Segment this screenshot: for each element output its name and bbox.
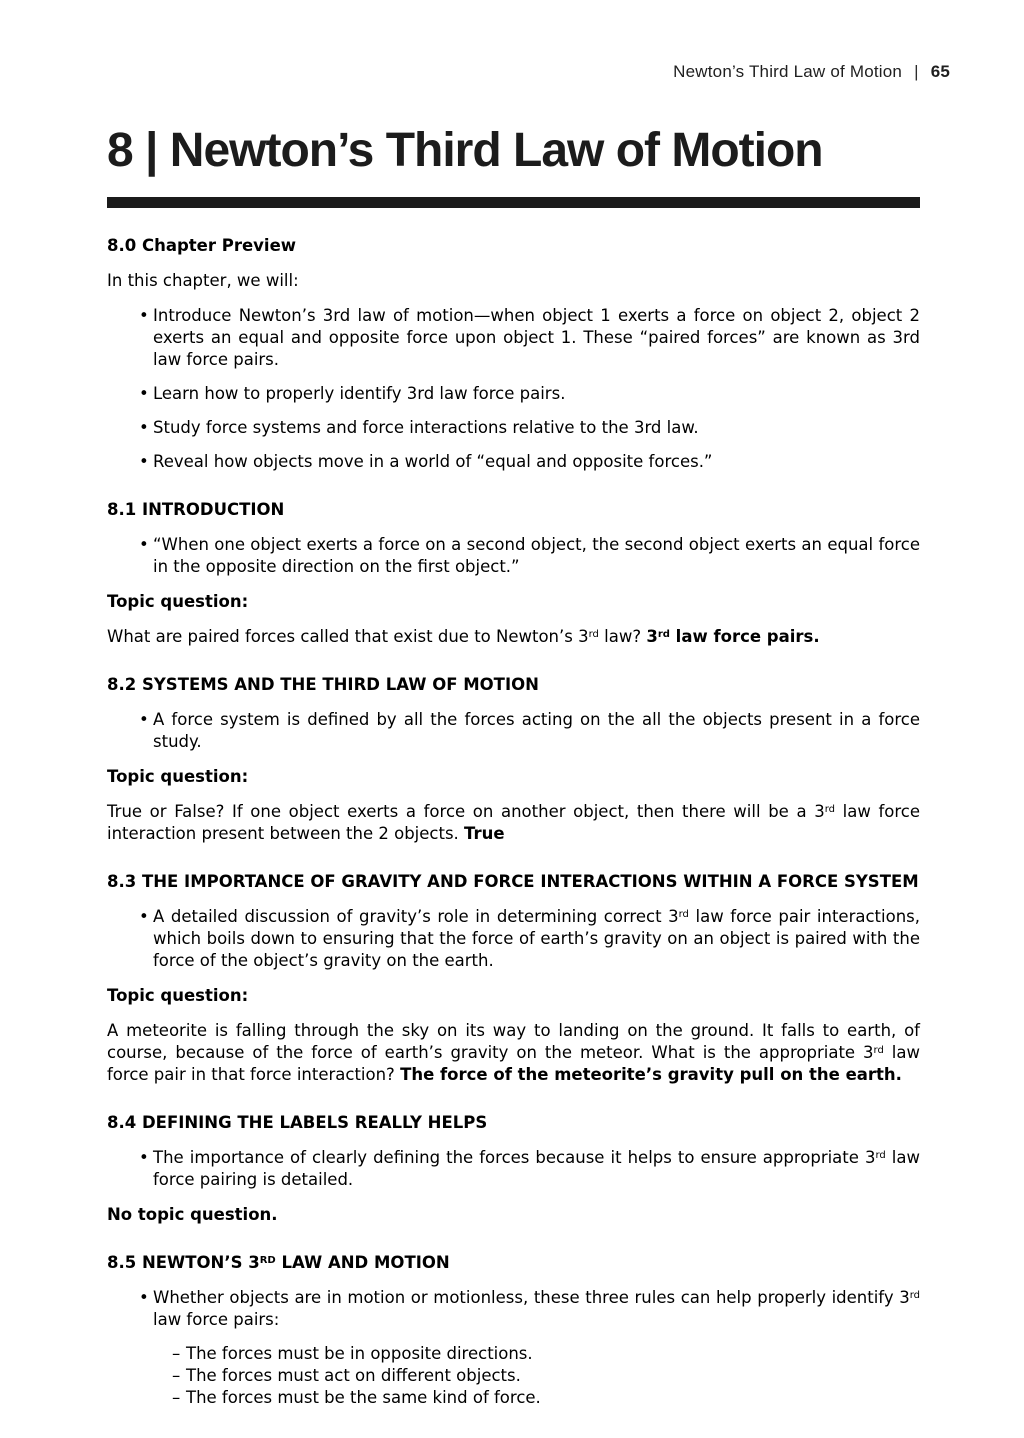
ordinal-superscript: rd [678, 908, 689, 920]
rule-item [172, 1387, 920, 1409]
topic-question-label: Topic question: [107, 985, 249, 1005]
list-item [107, 305, 920, 371]
bullet-icon: • [139, 1287, 149, 1307]
list-item-text [153, 1147, 920, 1191]
dash-icon: – [172, 1365, 181, 1385]
topic-question-text [107, 1020, 920, 1086]
running-header [0, 62, 950, 82]
no-topic-question-note: No topic question. [107, 1204, 278, 1224]
section-heading-text: LAW AND MOTION [275, 1252, 450, 1272]
question-text: True or False? If one object exerts a force on another object, then there will be a 3 [107, 801, 825, 821]
list-item-text: law force pairing is detailed. [153, 1147, 920, 1189]
list-item [107, 451, 920, 473]
list-item-text: A detailed discussion of gravity’s role in determining correct 3 [153, 906, 679, 926]
rule-item [172, 1365, 920, 1387]
ordinal-superscript: rd [588, 628, 599, 640]
section-heading-8-1: 8.1 INTRODUCTION [107, 499, 285, 519]
title-rule [107, 197, 920, 208]
ordinal-superscript: rd [657, 628, 670, 640]
bullet-icon: • [139, 709, 149, 729]
bullet-icon: • [139, 451, 149, 471]
bullet-icon: • [139, 383, 149, 403]
document-page [0, 62, 1024, 1438]
list-item [107, 383, 920, 405]
bullet-icon: • [139, 305, 149, 325]
list-item-text: Learn how to properly identify 3rd law force pairs. [153, 383, 566, 403]
bullet-icon: • [139, 534, 149, 554]
rule-text: The forces must be in opposite directions. [186, 1343, 533, 1363]
bullet-icon: • [139, 906, 149, 926]
ordinal-superscript: RD [259, 1254, 276, 1266]
list-item-text: Reveal how objects move in a world of “equal and opposite forces.” [153, 451, 713, 471]
list-item-text: Whether objects are in motion or motionless, these three rules can help properly identify 3 [153, 1287, 910, 1307]
rule-list [107, 1343, 920, 1409]
ordinal-superscript: rd [873, 1044, 884, 1056]
rule-text: The forces must act on different objects. [186, 1365, 521, 1385]
list-item-text: Study force systems and force interactions relative to the 3rd law. [153, 417, 699, 437]
topic-question-label: Topic question: [107, 591, 249, 611]
topic-question-text [107, 801, 920, 845]
topic-question-text [107, 626, 920, 648]
document-body [107, 235, 920, 1409]
ordinal-superscript: rd [909, 1289, 920, 1301]
list-item-text: Introduce Newton’s 3rd law of motion—when object 1 exerts a force on object 2, object 2 exerts an equal and opposite force upon object 1. These “paired forces” are known as 3rd law force pairs. [153, 305, 920, 369]
ordinal-superscript: rd [875, 1149, 886, 1161]
list-item [107, 534, 920, 578]
ordinal-superscript: rd [824, 803, 835, 815]
question-text: law force interaction present between the 2 objects. [107, 801, 921, 843]
list-item-text: A force system is defined by all the forces acting on the all the objects present in a force study. [153, 709, 920, 751]
page-number: 65 [930, 62, 950, 81]
question-text: law force pair in that force interaction? [107, 1042, 920, 1084]
list-item-text [153, 906, 920, 972]
section-heading-8-2: 8.2 SYSTEMS AND THE THIRD LAW OF MOTION [107, 674, 539, 694]
list-item [107, 417, 920, 439]
section-heading-8-0: 8.0 Chapter Preview [107, 235, 297, 255]
section-heading-8-5 [107, 1252, 920, 1274]
list-item-text [153, 1287, 920, 1331]
dash-icon: – [172, 1343, 181, 1363]
list-item [107, 906, 920, 972]
question-text: A meteorite is falling through the sky on its way to landing on the ground. It falls to earth, of course, because of the force of earth’s gravity on the meteor. What is the appropriate 3 [107, 1020, 920, 1062]
list-item-text: The importance of clearly defining the forces because it helps to ensure appropriate 3 [153, 1147, 876, 1167]
chapter-title: 8 | Newton’s Third Law of Motion [107, 124, 823, 177]
list-item [107, 1287, 920, 1331]
intro-text: In this chapter, we will: [107, 270, 299, 290]
running-header-title: Newton’s Third Law of Motion [673, 62, 903, 81]
section-heading-8-3: 8.3 THE IMPORTANCE OF GRAVITY AND FORCE INTERACTIONS WITHIN A FORCE SYSTEM [107, 871, 919, 891]
header-divider: | [914, 62, 919, 81]
answer-text: 3 [646, 626, 658, 646]
dash-icon: – [172, 1387, 181, 1407]
list-item-text: law force pairs: [153, 1309, 280, 1329]
answer-text: The force of the meteorite’s gravity pull on the earth. [400, 1064, 902, 1084]
section-heading-8-4: 8.4 DEFINING THE LABELS REALLY HELPS [107, 1112, 488, 1132]
bullet-icon: • [139, 417, 149, 437]
rule-item [172, 1343, 920, 1365]
section-heading-text: 8.5 NEWTON’S 3 [107, 1252, 260, 1272]
answer-text: True [464, 823, 505, 843]
bullet-list-8-0 [107, 305, 920, 473]
list-item [107, 709, 920, 753]
list-item [107, 1147, 920, 1191]
question-text: law? [598, 626, 647, 646]
list-item-text: “When one object exerts a force on a second object, the second object exerts an equal force in the opposite direction on the first object.” [153, 534, 920, 576]
topic-question-label: Topic question: [107, 766, 249, 786]
answer-text: law force pairs. [669, 626, 820, 646]
question-text: What are paired forces called that exist due to Newton’s 3 [107, 626, 589, 646]
list-item-text: law force pair interactions, which boils down to ensuring that the force of earth’s gravity on an object is paired with the force of the object’s gravity on the earth. [153, 906, 920, 970]
answer-text [646, 627, 819, 646]
rule-text: The forces must be the same kind of force. [186, 1387, 541, 1407]
bullet-icon: • [139, 1147, 149, 1167]
